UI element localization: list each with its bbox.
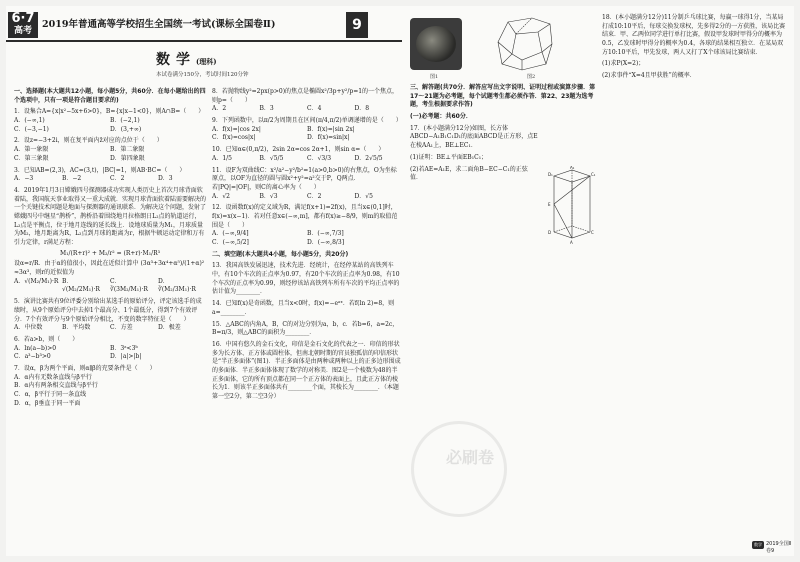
section-title-choice: 一、选择题(本大题共12小题，每小题5分，共60分．在每小题给出的四个选项中，只有一项是符合题目要求的) xyxy=(14,88,206,104)
option: A．−3 xyxy=(14,175,34,183)
column-4 xyxy=(602,14,788,84)
question-14: 14．已知f(x)是奇函数，且当x<0时，f(x)=−eᵃˣ．若f(ln 2)=8，则a=________． xyxy=(212,300,395,316)
question-17-part-1: (1)证明：BE⊥平面EB₁C₁； xyxy=(410,153,488,161)
option: D．极差 xyxy=(158,324,181,332)
svg-text:A₁: A₁ xyxy=(570,166,575,170)
option: A．√(M₂/M₁)·R xyxy=(14,277,59,285)
option: B．−2 xyxy=(62,175,82,183)
option: B．平均数 xyxy=(62,324,91,332)
required-part: (一)必考题：共60分． xyxy=(410,113,472,121)
option: A．(−∞,1) xyxy=(14,117,45,125)
question-stem: 5．演讲比赛共有9位评委分别给出某选手的原始评分，评定该选手的成绩时，从9个原始评分中去掉1个最高分、1个最低分，得到7个有效评分．7个有效评分与9个原始评分相比，不变的数字特征是（ ） xyxy=(14,298,202,323)
option: D．(−∞,8/3] xyxy=(307,239,345,246)
option: A．√2 xyxy=(212,192,230,200)
page-header xyxy=(6,12,402,40)
option: D．|a|>|b| xyxy=(110,353,142,361)
option: D．第四象限 xyxy=(110,154,145,162)
question-stem: 2．设z=−3+2i，则在复平面内z̄对应的点位于（ ） xyxy=(14,137,163,145)
section-title-fill: 二、填空题(本大题共4小题，每小题5分，共20分) xyxy=(212,250,349,258)
question-stem: 4．2019年1月3日嫦娥四号探测器成功实现人类历史上首次月球背面软着陆，我国航天事业取得又一重大成就．实现月球背面软着陆需要解决的一个关键技术问题是地面与探测器的通讯联系．为解决这个问题，发射了嫦娥四号中继星“鹊桥”，鹊桥沿着围绕地月拉格朗日L₂点的轨道运行，L₂点是平衡点，位于地月连线的延长线上．设地球质量为M₁，月球质量为M₂，地月距离为R，L₂点到月球的距离为r，根据牛顿运动定律和万有引力定律，r满足方程： xyxy=(14,186,207,246)
question-17-part-2: (2)若AE=A₁E，求二面角B−EC−C₁的正弦值． xyxy=(410,165,528,182)
option: C．第三象限 xyxy=(14,154,49,162)
option: B．3 xyxy=(259,105,274,113)
option: C．f(x)=cos|x| xyxy=(212,134,256,142)
option: D．α，β垂直于同一平面 xyxy=(14,399,81,407)
option: C．方差 xyxy=(110,324,133,332)
option: A．α内有无数条直线与β平行 xyxy=(14,373,92,381)
question-9 xyxy=(212,117,402,143)
page-number-badge: 9 xyxy=(346,12,368,38)
question-15: 15．△ABC的内角A，B，C的对边分别为a，b，c．若b=6，a=2c，B=π/3，则△ABC的面积为________． xyxy=(212,320,399,337)
polyhedron-figure xyxy=(488,14,574,74)
option: A．(−∞,9/4] xyxy=(212,230,249,238)
figure-2-caption: 图2 xyxy=(527,74,536,80)
option: D．√5 xyxy=(354,192,373,200)
question-stem: 6．若a>b，则（ ） xyxy=(14,335,79,343)
question-18-part-1: (1)求P(X=2)； xyxy=(602,60,645,68)
option: C．α，β平行于同一条直线 xyxy=(14,391,87,398)
cuboid-figure xyxy=(546,166,598,246)
question-12 xyxy=(212,204,402,247)
option: C．(−∞,5/2] xyxy=(212,239,249,246)
question-1 xyxy=(14,108,206,134)
question-8 xyxy=(212,88,402,114)
question-17: 17．(本小题满分12分)如图，长方体ABCD−A₁B₁C₁D₁的底面ABCD是正方形，点E在棱AA₁上，BE⊥EC₁． xyxy=(410,124,538,150)
option: D．∛(M₂/3M₁)·R xyxy=(158,277,196,294)
question-5 xyxy=(14,298,206,333)
footer-badge xyxy=(752,541,764,549)
question-18: 18．(本小题满分12分)11分制乒乓球比赛，每赢一球得1分，当某局打成10:10平后，每球交换发球权，先多得2分的一方获胜，该局比赛结束．甲、乙两位同学进行单打比赛，假设甲发球时甲得分的概率为0.5，乙发球时甲得分的概率为0.4，各球的结果相互独立．在某局双方10:10平后，甲先发球，两人又打了X个球该局比赛结束． xyxy=(602,14,786,56)
option: D．3 xyxy=(158,175,173,183)
option: A．2 xyxy=(212,105,227,113)
question-13: 13．我国高铁发展迅速，技术先进．经统计，在经停某站的高铁列车中，有10个车次的正点率为0.97，有20个车次的正点率为0.98，有10个车次的正点率为0.99，则经停该站高铁列车所有车次的平均正点率的估计值为________． xyxy=(212,262,400,296)
option: C．(−3,−1) xyxy=(14,125,49,133)
subject-title xyxy=(156,50,217,70)
question-stem-continued: 设α=r/R．由于α的值很小，因此在近似计算中 (3α³+3α⁴+α⁵)/(1+α)² ≈3α³，则r的近似值为 xyxy=(14,260,205,277)
seal-photo-figure xyxy=(410,18,462,70)
option: A．中位数 xyxy=(14,324,43,332)
score-note: 本试卷满分150分，考试时间120分钟 xyxy=(156,72,249,78)
question-4 xyxy=(14,187,206,295)
option: B．(−∞,7/3] xyxy=(307,230,344,238)
option: C．∛(3M₂/M₁)·R xyxy=(110,277,148,294)
option: B．(−2,1) xyxy=(110,117,140,125)
svg-text:E: E xyxy=(548,202,551,207)
question-stem: 1．设集合A={x|x²−5x+6>0}，B={x|x−1<0}，则A∩B=（ ） xyxy=(14,108,205,116)
option: D．2√5/5 xyxy=(354,154,383,162)
option: B．第二象限 xyxy=(110,146,145,154)
question-stem: 11．设F为双曲线C：x²/a²−y²/b²=1(a>0,b>0)的右焦点，O为坐标原点，以OF为直径的圆与圆x²+y²=a²交于P，Q两点．若|PQ|=|OF|，则C的离心率为（ ） xyxy=(212,166,397,191)
option: D．(3,+∞) xyxy=(110,125,142,133)
question-stem: 7．设α，β为两个平面，则α∥β的充要条件是（ ） xyxy=(14,364,156,372)
brand-logo xyxy=(8,12,38,38)
option: B．3ᵃ<3ᵇ xyxy=(110,344,138,352)
logo-top: 6·7 xyxy=(11,11,35,26)
question-6 xyxy=(14,336,206,362)
svg-text:D₁: D₁ xyxy=(548,172,553,177)
exam-title: 2019年普通高等学校招生全国统一考试(课标全国卷Ⅱ) xyxy=(42,19,276,30)
option: B．√5/5 xyxy=(259,154,284,162)
svg-text:C: C xyxy=(591,230,594,235)
figure-1-caption: 图1 xyxy=(430,74,439,80)
svg-text:D: D xyxy=(548,230,552,235)
option: A．1/5 xyxy=(212,154,232,162)
column-2 xyxy=(212,88,402,405)
question-3 xyxy=(14,167,206,184)
question-16: 16．中国有悠久的金石文化，印信是金石文化的代表之一．印信的形状多为长方体、正方体或圆柱体，但南北朝时期的官员独孤信的印信形状是“半正多面体”(图1)．半正多面体是由两种或两种以上的正多边形围成的多面体．半正多面体体现了数学的对称美．图2是一个棱数为48的半正多面体，它的所有顶点都在同一个正方体的表面上，且此正方体的棱长为1．则该半正多面体共有________个面，其棱长为________．（本题第一空2分，第二空3分） xyxy=(212,340,401,400)
question-stem: 10．已知α∈(0,π/2)，2sin 2α=cos 2α+1，则sin α=（ ） xyxy=(212,146,385,154)
question-stem: 12．设函数f(x)的定义域为R，满足f(x+1)=2f(x)，且当x∈(0,1]时，f(x)=x(x−1)．若对任意x∈(−∞,m]，都有f(x)≥−8/9，则m的取值范围是（ ） xyxy=(212,204,398,229)
header-rule xyxy=(6,40,402,42)
option: C．2 xyxy=(110,175,125,183)
option: C．a³−b³>0 xyxy=(14,353,51,361)
question-11 xyxy=(212,167,402,202)
svg-text:C₁: C₁ xyxy=(591,172,596,177)
section-title-solution: 三、解答题(共70分．解答应写出文字说明、证明过程或演算步骤．第17～21题为必考题，每个试题考生都必须作答．第22、23题为选考题，考生根据要求作答) xyxy=(410,84,596,109)
option: C．4 xyxy=(307,105,322,113)
option: B．α内有两条相交直线与β平行 xyxy=(14,382,98,390)
equation: M₁/(R+r)² + M₂/r² = (R+r)·M₁/R³ xyxy=(59,249,161,257)
option: D．f(x)=sin|x| xyxy=(307,134,350,142)
svg-text:A: A xyxy=(570,240,573,245)
option: D．8 xyxy=(354,105,370,113)
question-stem: 8．若抛物线y²=2px(p>0)的焦点是椭圆x²/3p+y²/p=1的一个焦点，则p=（ ） xyxy=(212,88,399,104)
question-stem: 3．已知AB=(2,3)，AC=(3,t)，|BC|=1，则AB·BC=（ ） xyxy=(14,166,186,174)
question-10 xyxy=(212,146,402,163)
exam-page xyxy=(6,6,794,556)
footer-badge-label: 数学 xyxy=(754,542,762,547)
question-18-part-2: (2)求事件“X=4且甲获胜”的概率． xyxy=(602,72,696,80)
column-1 xyxy=(14,88,206,411)
option: A．f(x)=|cos 2x| xyxy=(212,125,261,133)
question-stem: 9．下列函数中，以π/2为周期且在区间(π/4,π/2)单调递增的是（ ） xyxy=(212,117,402,125)
footer-page-label: 2019全国Ⅱ卷9 xyxy=(766,541,792,555)
option: B．f(x)=|sin 2x| xyxy=(307,125,355,133)
option: A．第一象限 xyxy=(14,146,49,154)
option: C．√3/3 xyxy=(307,154,332,162)
option: C．2 xyxy=(307,192,322,200)
option: A．ln(a−b)>0 xyxy=(14,344,57,352)
subject-name: 数学 xyxy=(156,52,196,68)
question-2 xyxy=(14,137,206,163)
question-7 xyxy=(14,365,206,408)
option: B．√3 xyxy=(259,192,278,200)
logo-bottom: 高考 xyxy=(13,26,32,36)
option: B．√(M₂/2M₁)·R xyxy=(62,277,100,294)
watermark-text: 必刷卷 xyxy=(446,448,495,467)
subject-suffix: (理科) xyxy=(196,57,217,66)
